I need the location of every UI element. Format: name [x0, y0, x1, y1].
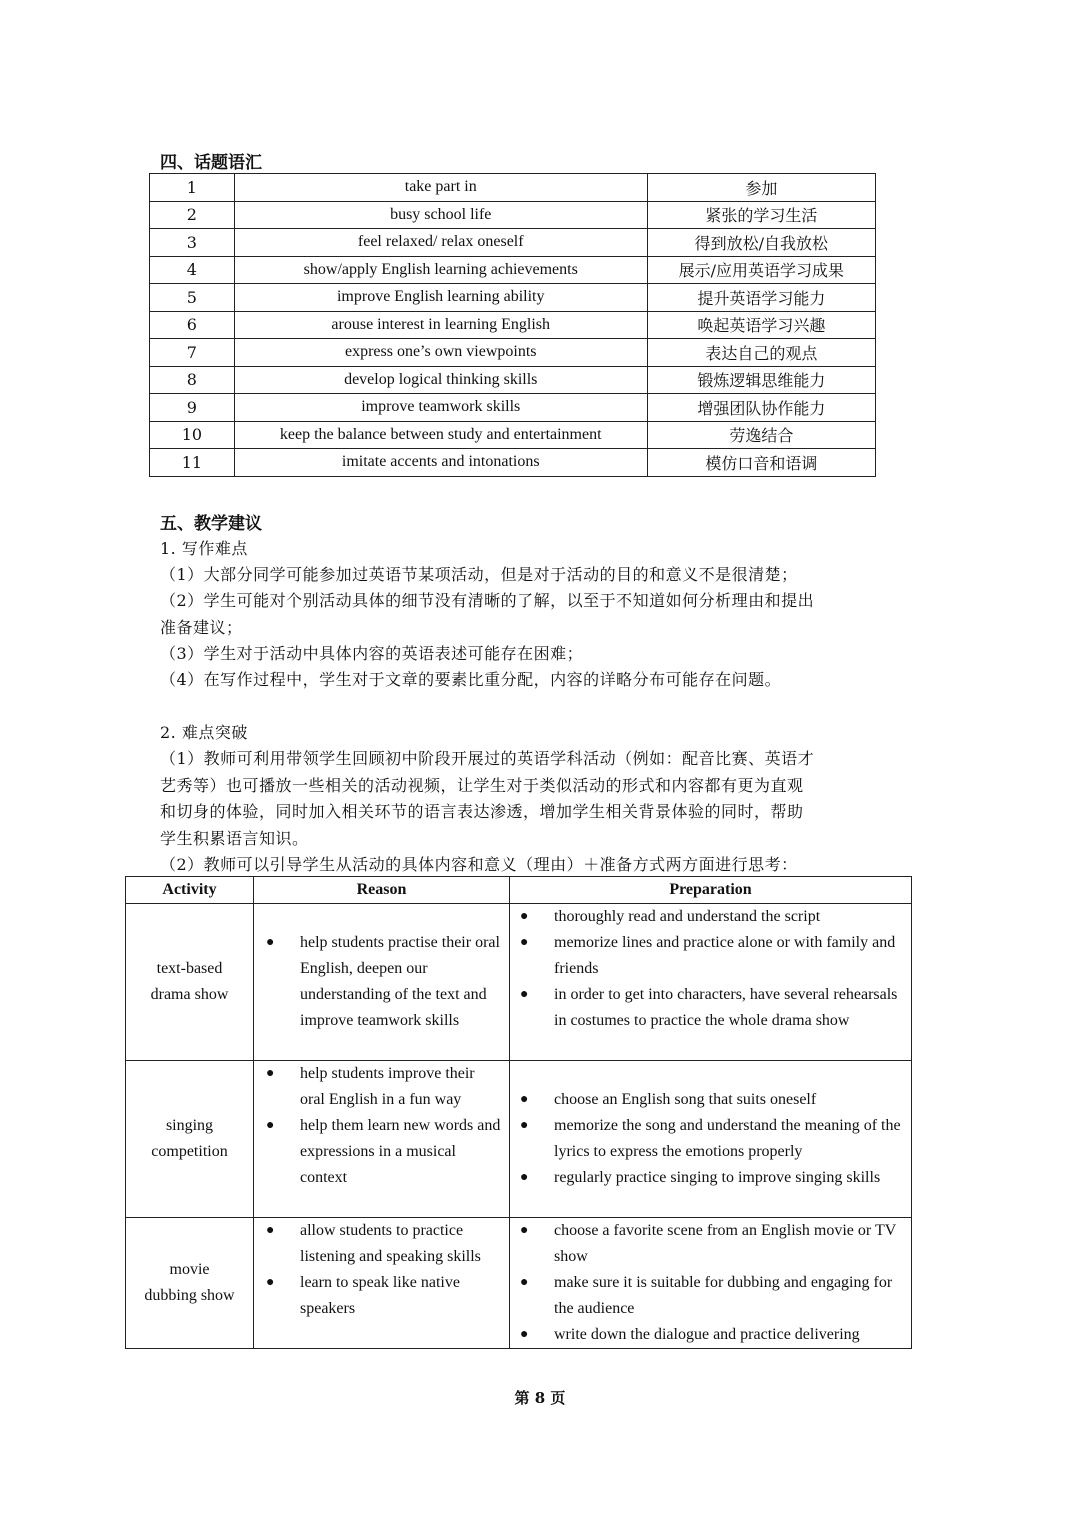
preparation-item: ● in order to get into characters, have several rehearsals in costumes to practice the whole drama show — [510, 982, 911, 1034]
activity-header: Activity — [126, 877, 254, 904]
row-number: 8 — [150, 366, 235, 394]
bullet-icon: ● — [520, 1223, 529, 1238]
row-number: 9 — [150, 394, 235, 422]
preparation-cell — [510, 904, 912, 1061]
difficulty-point-1: （1）大部分同学可能参加过英语节某项活动，但是对于活动的目的和意义不是很清楚； — [160, 565, 798, 584]
english-phrase: keep the balance between study and entertainment — [234, 421, 647, 449]
bullet-icon: ● — [520, 1092, 529, 1107]
table-row — [126, 904, 912, 1061]
bullet-icon: ● — [520, 909, 529, 924]
section5-heading: 五、教学建议 — [160, 514, 262, 534]
row-number: 3 — [150, 229, 235, 257]
chinese-phrase: 增强团队协作能力 — [647, 394, 875, 422]
chinese-phrase: 提升英语学习能力 — [647, 284, 875, 312]
difficulty-point-2a: （2）学生可能对个别活动具体的细节没有清晰的了解，以至于不知道如何分析理由和提出 — [160, 591, 815, 610]
preparation-header: Preparation — [510, 877, 912, 904]
bullet-icon: ● — [266, 1118, 275, 1133]
bullet-icon: ● — [520, 1170, 529, 1185]
difficulty-point-4: （4）在写作过程中，学生对于文章的要素比重分配，内容的详略分布可能存在问题。 — [160, 670, 782, 689]
english-phrase: take part in — [234, 174, 647, 202]
row-number: 6 — [150, 311, 235, 339]
activity-cell — [126, 904, 254, 1061]
reason-header: Reason — [254, 877, 510, 904]
vocabulary-table — [149, 173, 876, 477]
bullet-icon: ● — [266, 1066, 275, 1081]
reason-item: ● learn to speak like native speakers — [254, 1270, 509, 1322]
table-row — [150, 174, 876, 202]
preparation-cell — [510, 1061, 912, 1218]
table-row — [150, 366, 876, 394]
reason-cell — [254, 1218, 510, 1349]
difficulty-point-3: （3）学生对于活动中具体内容的英语表述可能存在困难； — [160, 644, 584, 663]
table-row — [150, 394, 876, 422]
row-number: 2 — [150, 201, 235, 229]
bullet-icon: ● — [266, 1275, 275, 1290]
table-row — [150, 229, 876, 257]
row-number: 11 — [150, 449, 235, 477]
breakthrough-title: 2. 难点突破 — [160, 723, 248, 742]
table-row — [126, 1061, 912, 1218]
activity-cell — [126, 1218, 254, 1349]
chinese-phrase: 得到放松/自我放松 — [647, 229, 875, 257]
table-row — [150, 421, 876, 449]
reason-cell — [254, 904, 510, 1061]
reason-item: ● allow students to practice listening and speaking skills — [254, 1218, 509, 1270]
activity-name-line1: text-based — [156, 960, 223, 977]
english-phrase: arouse interest in learning English — [234, 311, 647, 339]
preparation-item: ● write down the dialogue and practice delivering — [510, 1322, 911, 1348]
preparation-item: ● memorize the song and understand the meaning of the lyrics to express the emotions properly — [510, 1113, 911, 1165]
difficulty-point-2b: 准备建议； — [160, 618, 243, 637]
bullet-icon: ● — [520, 987, 529, 1002]
activity-table — [125, 876, 912, 1349]
chinese-phrase: 模仿口音和语调 — [647, 449, 875, 477]
activity-cell — [126, 1061, 254, 1218]
section4-heading: 四、话题语汇 — [160, 153, 262, 173]
preparation-item: ● make sure it is suitable for dubbing and engaging for the audience — [510, 1270, 911, 1322]
row-number: 7 — [150, 339, 235, 367]
preparation-item: ● memorize lines and practice alone or with family and friends — [510, 930, 911, 982]
reason-cell — [254, 1061, 510, 1218]
bullet-icon: ● — [266, 1223, 275, 1238]
chinese-phrase: 锻炼逻辑思维能力 — [647, 366, 875, 394]
table-row — [150, 256, 876, 284]
bullet-icon: ● — [520, 1275, 529, 1290]
bullet-icon: ● — [520, 935, 529, 950]
row-number: 4 — [150, 256, 235, 284]
chinese-phrase: 唤起英语学习兴趣 — [647, 311, 875, 339]
breakthrough-point-2: （2）教师可以引导学生从活动的具体内容和意义（理由）＋准备方式两方面进行思考： — [160, 855, 798, 874]
reason-item: ● help them learn new words and expressions in a musical context — [254, 1113, 509, 1191]
breakthrough-point-1c: 和切身的体验，同时加入相关环节的语言表达渗透，增加学生相关背景体验的同时，帮助 — [160, 802, 804, 821]
activity-name-line2: drama show — [150, 986, 229, 1003]
writing-difficulty-title: 1. 写作难点 — [160, 539, 248, 558]
table-row — [126, 1218, 912, 1349]
table-row — [150, 311, 876, 339]
english-phrase: improve teamwork skills — [234, 394, 647, 422]
english-phrase: develop logical thinking skills — [234, 366, 647, 394]
table-row — [150, 284, 876, 312]
table-header-row — [126, 877, 912, 904]
reason-item: ● help students practise their oral English, deepen our understanding of the text and improve teamwork skills — [254, 930, 509, 1034]
activity-name-line1: movie — [169, 1261, 210, 1278]
breakthrough-point-1b: 艺秀等）也可播放一些相关的活动视频，让学生对于类似活动的形式和内容都有更为直观 — [160, 776, 804, 795]
preparation-item: ● choose a favorite scene from an English movie or TV show — [510, 1218, 911, 1270]
table-row — [150, 201, 876, 229]
activity-name-line1: singing — [165, 1117, 214, 1134]
activity-name-line2: dubbing show — [144, 1287, 235, 1304]
chinese-phrase: 展示/应用英语学习成果 — [647, 256, 875, 284]
bullet-icon: ● — [520, 1327, 529, 1342]
chinese-phrase: 表达自己的观点 — [647, 339, 875, 367]
reason-item: ● help students improve their oral English in a fun way — [254, 1061, 509, 1113]
page-number: 第 8 页 — [514, 1389, 566, 1407]
english-phrase: show/apply English learning achievements — [234, 256, 647, 284]
bullet-icon: ● — [520, 1118, 529, 1133]
preparation-item: ● choose an English song that suits oneself — [510, 1087, 911, 1113]
english-phrase: feel relaxed/ relax oneself — [234, 229, 647, 257]
table-row — [150, 339, 876, 367]
activity-name-line2: competition — [151, 1143, 228, 1160]
row-number: 5 — [150, 284, 235, 312]
english-phrase: imitate accents and intonations — [234, 449, 647, 477]
english-phrase: express one’s own viewpoints — [234, 339, 647, 367]
preparation-item: ● regularly practice singing to improve singing skills — [510, 1165, 911, 1191]
chinese-phrase: 紧张的学习生活 — [647, 201, 875, 229]
chinese-phrase: 参加 — [647, 174, 875, 202]
row-number: 1 — [150, 174, 235, 202]
preparation-cell — [510, 1218, 912, 1349]
preparation-item: ● thoroughly read and understand the script — [510, 904, 911, 930]
bullet-icon: ● — [266, 935, 275, 950]
breakthrough-point-1a: （1）教师可利用带领学生回顾初中阶段开展过的英语学科活动（例如：配音比赛、英语才 — [160, 749, 815, 768]
breakthrough-point-1d: 学生积累语言知识。 — [160, 829, 309, 848]
chinese-phrase: 劳逸结合 — [647, 421, 875, 449]
english-phrase: improve English learning ability — [234, 284, 647, 312]
english-phrase: busy school life — [234, 201, 647, 229]
row-number: 10 — [150, 421, 235, 449]
table-row — [150, 449, 876, 477]
